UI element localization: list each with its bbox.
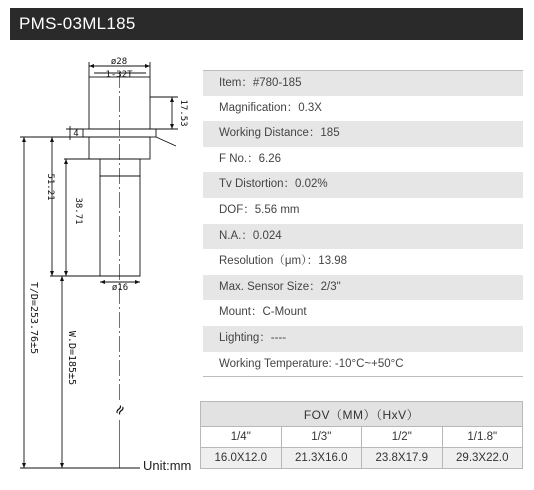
spec-tv-distortion: Tv Distortion：0.02% [203,172,523,198]
dim-upper-outer: 51.21 [45,173,55,201]
lens-barrel [100,176,140,276]
spec-max-sensor-size: Max. Sensor Size：2/3" [203,275,523,301]
fov-value: 23.8X17.9 [362,448,443,469]
spec-na: N.A.：0.024 [203,224,523,250]
spec-magnification: Magnification：0.3X [203,96,523,122]
spec-dof: DOF：5.56 mm [203,198,523,224]
dim-thread: 1-32T [105,70,133,80]
fov-table [200,401,523,469]
fov-sensor-size: 1/3" [281,427,362,448]
spec-working-temperature: Working Temperature: -10°C~+50°C [203,352,523,378]
dim-head-height: 17.53 [178,99,188,127]
spec-f-number: F No.：6.26 [203,147,523,173]
dim-barrel-diameter: ø16 [111,283,129,293]
lens-technical-drawing [0,0,200,490]
dim-total-length: T/D=253.76±5 [28,281,39,355]
spec-item: Item：#780-185 [203,70,523,96]
fov-sensor-size: 1/2" [362,427,443,448]
product-title: PMS-03ML185 [10,8,523,40]
dim-working-distance: W.D=185±5 [66,330,77,386]
spec-resolution: Resolution（μm）：13.98 [203,249,523,275]
dim-upper-inner: 38.71 [73,197,83,225]
fov-value: 29.3X22.0 [442,448,523,469]
spec-lighting: Lighting：---- [203,326,523,352]
fov-sensor-size: 1/4" [201,427,282,448]
fov-header: FOV（MM）（HxV） [201,402,523,427]
unit-label: Unit:mm [143,458,192,473]
fov-value: 16.0X12.0 [201,448,282,469]
dim-flange: 4 [73,129,79,139]
spec-mount: Mount：C-Mount [203,300,523,326]
spec-working-distance: Working Distance：185 [203,121,523,147]
dim-top-diameter: ø28 [110,57,128,67]
break-symbol: ≈ [108,400,131,419]
fov-value: 21.3X16.0 [281,448,362,469]
fov-sensor-size: 1/1.8" [442,427,523,448]
spec-list [203,70,523,377]
